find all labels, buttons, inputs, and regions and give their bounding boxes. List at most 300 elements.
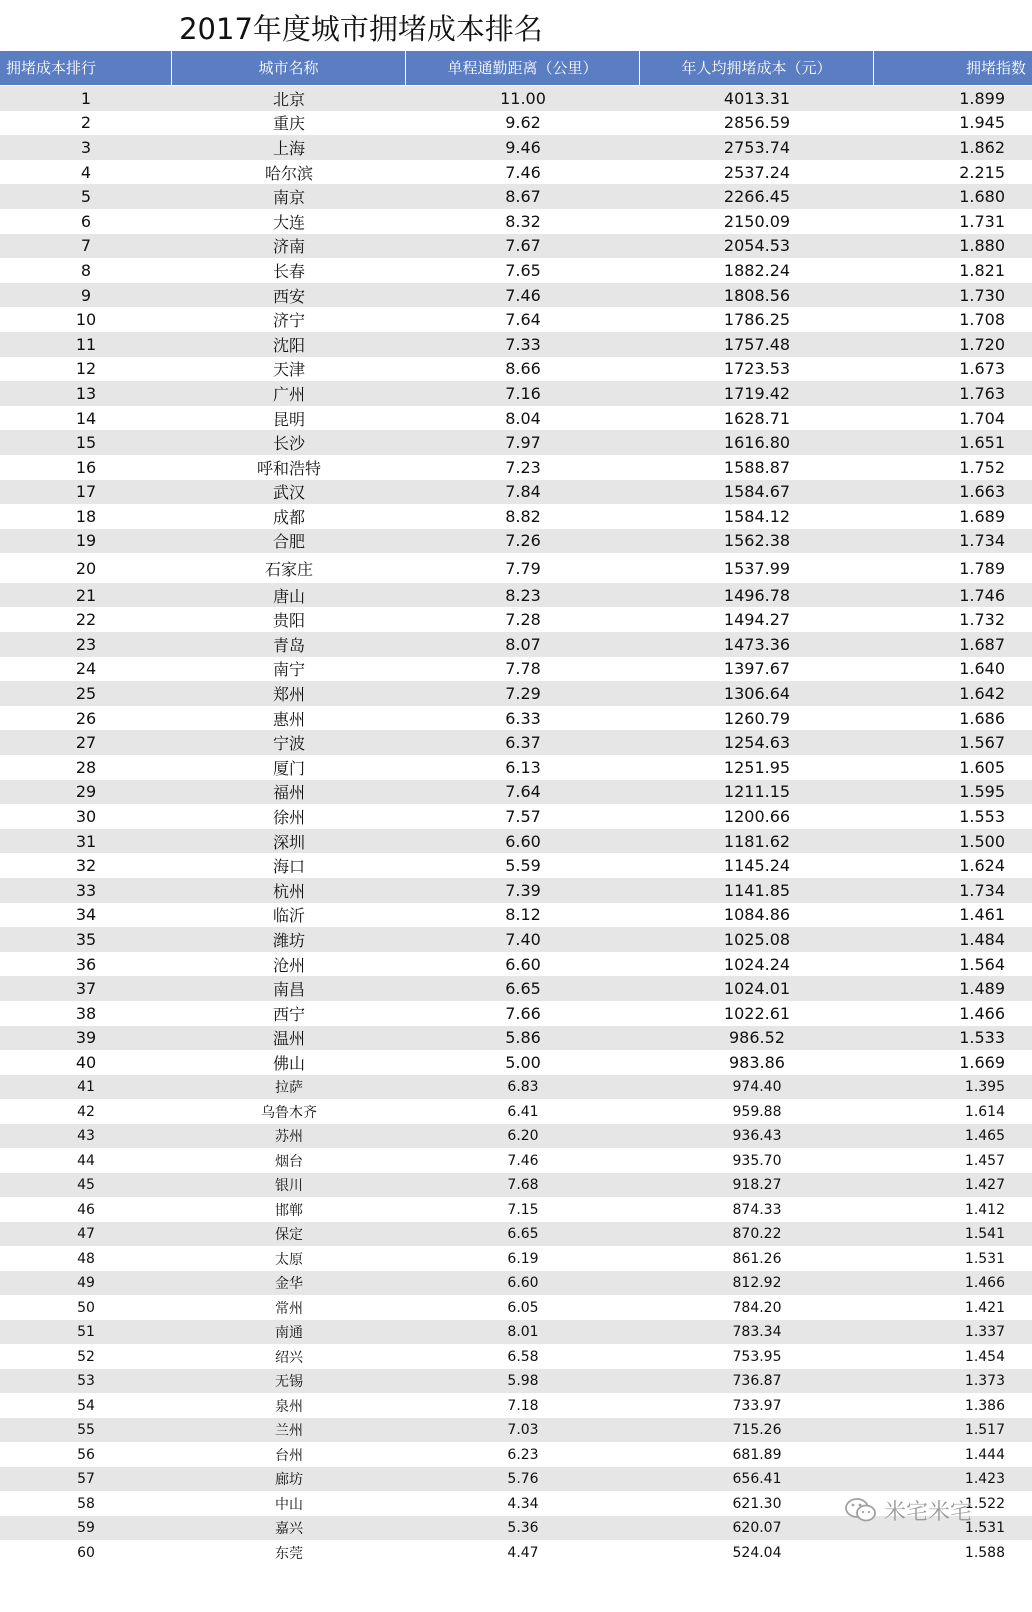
cell-cost: 1584.12	[723, 506, 791, 526]
cell-index: 1.466	[959, 1003, 1005, 1023]
cell-distance: 8.07	[505, 634, 541, 654]
cell-rank: 3	[80, 137, 92, 157]
cell-index: 1.541	[964, 1226, 1005, 1242]
cell-cost: 1786.25	[723, 310, 791, 330]
cell-rank: 51	[77, 1324, 95, 1340]
cell-index: 1.945	[959, 113, 1005, 133]
cell-cost: 681.89	[732, 1446, 782, 1463]
table-row	[0, 258, 1032, 283]
header-city: 城市名称	[172, 51, 406, 85]
cell-rank: 45	[77, 1177, 95, 1193]
cell-city: 温州	[272, 1029, 305, 1049]
cell-distance: 6.33	[505, 708, 541, 728]
cell-distance: 7.97	[505, 433, 541, 453]
cell-distance: 7.26	[505, 531, 541, 551]
table-row	[0, 357, 1032, 382]
table-row	[0, 455, 1032, 480]
cell-rank: 55	[77, 1422, 95, 1438]
cell-cost: 1306.64	[723, 684, 791, 704]
cell-rank: 58	[77, 1495, 95, 1512]
cell-distance: 7.66	[505, 1003, 541, 1023]
watermark-text: 米宅米宅	[884, 1499, 973, 1525]
cell-rank: 5	[80, 187, 92, 207]
cell-rank: 39	[75, 1028, 97, 1048]
cell-city: 长沙	[272, 434, 305, 454]
cell-distance: 5.59	[505, 856, 541, 876]
cell-index: 1.687	[959, 634, 1005, 654]
cell-city: 银川	[275, 1178, 303, 1194]
cell-distance: 7.64	[505, 310, 541, 330]
cell-distance: 7.39	[505, 880, 541, 900]
cell-distance: 7.28	[505, 610, 541, 630]
cell-index: 1.689	[959, 506, 1005, 526]
cell-city: 宁波	[272, 734, 305, 754]
table-row	[0, 529, 1032, 554]
cell-distance: 7.16	[505, 383, 541, 403]
table-row	[0, 976, 1032, 1001]
table-row	[0, 1442, 1032, 1467]
table-row	[0, 1393, 1032, 1418]
cell-rank: 32	[75, 856, 97, 876]
cell-cost: 1200.66	[723, 807, 791, 827]
cell-cost: 935.70	[732, 1152, 782, 1169]
cell-distance: 8.82	[505, 506, 541, 526]
cell-cost: 874.33	[732, 1201, 782, 1218]
cell-city: 南宁	[272, 660, 305, 680]
cell-cost: 1084.86	[723, 905, 791, 925]
cell-rank: 59	[77, 1520, 95, 1536]
table-row	[0, 632, 1032, 657]
cell-cost: 1024.01	[723, 979, 791, 999]
cell-distance: 8.32	[505, 211, 541, 231]
cell-city: 绍兴	[275, 1349, 303, 1366]
cell-city: 保定	[275, 1227, 303, 1243]
cell-cost: 1719.42	[723, 383, 791, 403]
cell-distance: 7.18	[507, 1397, 539, 1414]
cell-distance: 6.60	[505, 831, 541, 851]
cell-city: 佛山	[272, 1053, 305, 1073]
cell-distance: 9.62	[505, 113, 541, 133]
cell-cost: 1211.15	[723, 782, 791, 802]
cell-index: 1.466	[964, 1275, 1005, 1291]
cell-rank: 33	[75, 880, 97, 900]
cell-distance: 11.00	[500, 88, 546, 108]
cell-cost: 1141.85	[723, 880, 791, 900]
cell-cost: 1584.67	[723, 482, 791, 502]
cell-cost: 656.41	[732, 1471, 782, 1487]
cell-index: 1.531	[964, 1520, 1005, 1536]
cell-distance: 7.23	[505, 457, 541, 477]
cell-cost: 1254.63	[723, 733, 791, 753]
cell-cost: 1473.36	[723, 634, 791, 654]
cell-rank: 44	[77, 1152, 95, 1169]
cell-distance: 5.98	[507, 1373, 539, 1389]
cell-index: 1.640	[959, 659, 1005, 679]
cell-city: 武汉	[272, 483, 305, 503]
cell-city: 昆明	[272, 409, 305, 429]
cell-cost: 1616.80	[723, 433, 791, 453]
cell-index: 1.567	[959, 733, 1005, 753]
wechat-icon	[844, 1496, 878, 1524]
cell-distance: 4.47	[507, 1544, 539, 1561]
cell-city: 北京	[272, 89, 305, 109]
cell-rank: 15	[75, 433, 97, 453]
cell-index: 1.669	[959, 1052, 1005, 1072]
table-row	[0, 1320, 1032, 1345]
cell-distance: 6.41	[507, 1103, 539, 1120]
cell-city: 兰州	[275, 1423, 303, 1439]
table-row	[0, 1026, 1032, 1051]
cell-city: 合肥	[272, 532, 305, 552]
cell-rank: 43	[77, 1128, 95, 1144]
cell-city: 拉萨	[275, 1080, 303, 1096]
table-row	[0, 853, 1032, 878]
table-row	[0, 332, 1032, 357]
cell-cost: 812.92	[732, 1275, 782, 1291]
table-row	[0, 1075, 1032, 1100]
cell-cost: 1024.24	[723, 954, 791, 974]
cell-distance: 5.00	[505, 1052, 541, 1072]
cell-distance: 9.46	[505, 137, 541, 157]
cell-rank: 7	[80, 236, 92, 256]
cell-city: 杭州	[272, 881, 305, 901]
cell-index: 1.746	[959, 585, 1005, 605]
cell-city: 深圳	[272, 832, 305, 852]
cell-rank: 21	[75, 585, 97, 605]
cell-city: 潍坊	[272, 930, 305, 950]
cell-index: 1.412	[964, 1201, 1005, 1218]
cell-index: 1.605	[959, 757, 1005, 777]
cell-cost: 1562.38	[723, 531, 791, 551]
cell-index: 1.427	[964, 1177, 1005, 1193]
cell-cost: 736.87	[732, 1373, 782, 1389]
table-row	[0, 681, 1032, 706]
cell-distance: 6.60	[507, 1275, 539, 1291]
cell-city: 天津	[272, 360, 305, 380]
cell-cost: 1588.87	[723, 457, 791, 477]
table-row	[0, 903, 1032, 928]
cell-cost: 1808.56	[723, 285, 791, 305]
cell-distance: 6.23	[507, 1446, 539, 1463]
table-row	[0, 607, 1032, 632]
cell-index: 1.730	[959, 285, 1005, 305]
cell-cost: 2266.45	[723, 187, 791, 207]
cell-index: 1.673	[959, 359, 1005, 379]
cell-city: 南京	[272, 188, 305, 208]
cell-city: 中山	[275, 1496, 303, 1513]
cell-rank: 34	[75, 905, 97, 925]
cell-cost: 983.86	[729, 1052, 785, 1072]
page-title-text: 2017年度城市拥堵成本排名	[179, 11, 543, 46]
cell-distance: 4.34	[507, 1495, 539, 1512]
cell-rank: 17	[75, 482, 97, 502]
cell-city: 常州	[275, 1300, 303, 1317]
cell-index: 1.444	[964, 1446, 1005, 1463]
cell-rank: 47	[77, 1226, 95, 1242]
cell-city: 太原	[275, 1251, 303, 1268]
cell-city: 石家庄	[264, 559, 313, 579]
cell-city: 厦门	[272, 758, 305, 778]
table-row	[0, 1271, 1032, 1296]
cell-cost: 2753.74	[723, 137, 791, 157]
cell-cost: 1494.27	[723, 610, 791, 630]
cell-cost: 524.04	[732, 1544, 782, 1561]
cell-distance: 8.12	[505, 905, 541, 925]
table-row	[0, 878, 1032, 903]
cell-rank: 52	[77, 1348, 95, 1365]
cell-city: 廊坊	[275, 1472, 303, 1488]
cell-cost: 1757.48	[723, 334, 791, 354]
cell-index: 2.215	[959, 162, 1005, 182]
cell-rank: 25	[75, 684, 97, 704]
cell-rank: 4	[80, 162, 92, 182]
table-row	[0, 160, 1032, 185]
cell-rank: 35	[75, 929, 97, 949]
cell-index: 1.624	[959, 856, 1005, 876]
cell-cost: 1882.24	[723, 260, 791, 280]
table-row	[0, 1197, 1032, 1222]
cell-city: 福州	[272, 783, 305, 803]
cell-rank: 42	[77, 1103, 95, 1120]
cell-city: 济南	[272, 237, 305, 257]
cell-rank: 50	[77, 1299, 95, 1316]
cell-distance: 7.65	[505, 260, 541, 280]
cell-index: 1.484	[959, 929, 1005, 949]
table-row	[0, 406, 1032, 431]
cell-distance: 6.65	[505, 979, 541, 999]
cell-index: 1.789	[959, 558, 1005, 578]
table-row	[0, 1295, 1032, 1320]
table-row	[0, 1369, 1032, 1394]
cell-index: 1.821	[959, 260, 1005, 280]
cell-city: 重庆	[272, 114, 305, 134]
cell-distance: 5.76	[507, 1471, 539, 1487]
cell-distance: 8.66	[505, 359, 541, 379]
cell-rank: 38	[75, 1003, 97, 1023]
cell-index: 1.899	[959, 88, 1005, 108]
cell-index: 1.489	[959, 979, 1005, 999]
cell-cost: 918.27	[732, 1177, 782, 1193]
cell-rank: 48	[77, 1250, 95, 1267]
table-row	[0, 553, 1032, 583]
cell-city: 成都	[272, 507, 305, 527]
cell-rank: 24	[75, 659, 97, 679]
table-row	[0, 780, 1032, 805]
cell-distance: 7.64	[505, 782, 541, 802]
cell-rank: 28	[75, 757, 97, 777]
cell-rank: 37	[75, 979, 97, 999]
cell-cost: 2856.59	[723, 113, 791, 133]
cell-cost: 1260.79	[723, 708, 791, 728]
table-body	[0, 86, 1032, 1565]
cell-distance: 8.23	[505, 585, 541, 605]
cell-index: 1.500	[959, 831, 1005, 851]
table-row	[0, 283, 1032, 308]
cell-cost: 1397.67	[723, 659, 791, 679]
table-row	[0, 927, 1032, 952]
cell-cost: 870.22	[732, 1226, 782, 1242]
cell-distance: 7.46	[505, 285, 541, 305]
cell-distance: 7.03	[507, 1422, 539, 1438]
cell-rank: 19	[75, 531, 97, 551]
cell-city: 沈阳	[272, 335, 305, 355]
cell-rank: 56	[77, 1446, 95, 1463]
cell-rank: 27	[75, 733, 97, 753]
cell-cost: 2150.09	[723, 211, 791, 231]
cell-index: 1.465	[964, 1128, 1005, 1144]
cell-index: 1.588	[964, 1544, 1005, 1561]
cell-rank: 46	[77, 1201, 95, 1218]
cell-cost: 733.97	[732, 1397, 782, 1414]
cell-cost: 783.34	[732, 1324, 782, 1340]
cell-cost: 4013.31	[723, 88, 791, 108]
cell-distance: 7.68	[507, 1177, 539, 1193]
table-row	[0, 804, 1032, 829]
cell-distance: 6.13	[505, 757, 541, 777]
cell-city: 嘉兴	[275, 1521, 303, 1537]
cell-city: 长春	[272, 261, 305, 281]
cell-city: 上海	[272, 138, 305, 158]
cell-index: 1.651	[959, 433, 1005, 453]
cell-distance: 7.78	[505, 659, 541, 679]
cell-index: 1.421	[964, 1299, 1005, 1316]
cell-index: 1.457	[964, 1152, 1005, 1169]
cell-city: 贵阳	[272, 611, 305, 631]
cell-index: 1.862	[959, 137, 1005, 157]
cell-distance: 7.29	[505, 684, 541, 704]
header-index: 拥堵指数	[965, 59, 1026, 77]
cell-city: 广州	[272, 384, 305, 404]
table-row	[0, 111, 1032, 136]
cell-index: 1.680	[959, 187, 1005, 207]
table-row	[0, 1467, 1032, 1492]
cell-city: 唐山	[272, 586, 305, 606]
cell-distance: 7.57	[505, 807, 541, 827]
page-title	[0, 6, 1032, 48]
cell-city: 东莞	[275, 1545, 303, 1562]
cell-index: 1.531	[964, 1250, 1005, 1267]
cell-cost: 1723.53	[723, 359, 791, 379]
cell-distance: 7.84	[505, 482, 541, 502]
table-row	[0, 209, 1032, 234]
cell-cost: 621.30	[732, 1495, 782, 1512]
cell-distance: 5.86	[505, 1028, 541, 1048]
cell-city: 青岛	[272, 635, 305, 655]
cell-index: 1.454	[964, 1348, 1005, 1365]
cell-city: 南昌	[272, 980, 305, 1000]
cell-rank: 22	[75, 610, 97, 630]
cell-rank: 26	[75, 708, 97, 728]
cell-rank: 10	[75, 310, 97, 330]
cell-cost: 1628.71	[723, 408, 791, 428]
cell-city: 泉州	[275, 1398, 303, 1415]
cell-city: 临沂	[272, 906, 305, 926]
cell-cost: 1025.08	[723, 929, 791, 949]
table-row	[0, 1099, 1032, 1124]
cell-rank: 36	[75, 954, 97, 974]
header-distance: 单程通勤距离（公里）	[406, 51, 640, 85]
cell-index: 1.461	[959, 905, 1005, 925]
cell-city: 惠州	[272, 709, 305, 729]
cell-index: 1.373	[964, 1373, 1005, 1389]
cell-rank: 53	[77, 1373, 95, 1389]
cell-cost: 784.20	[732, 1299, 782, 1316]
table-row	[0, 829, 1032, 854]
header-rank: 拥堵成本排行	[0, 51, 172, 85]
cell-rank: 49	[77, 1275, 95, 1291]
cell-index: 1.708	[959, 310, 1005, 330]
cell-city: 乌鲁木齐	[261, 1104, 317, 1121]
table-row	[0, 730, 1032, 755]
cell-index: 1.423	[964, 1471, 1005, 1487]
table-row	[0, 381, 1032, 406]
cell-city: 西安	[272, 286, 305, 306]
cell-rank: 57	[77, 1471, 95, 1487]
table-row	[0, 583, 1032, 608]
cell-distance: 8.67	[505, 187, 541, 207]
cell-city: 南通	[275, 1325, 303, 1341]
cell-distance: 8.04	[505, 408, 541, 428]
cell-distance: 7.46	[505, 162, 541, 182]
cell-rank: 18	[75, 506, 97, 526]
table-row	[0, 234, 1032, 259]
cell-rank: 2	[80, 113, 92, 133]
cell-cost: 986.52	[729, 1028, 785, 1048]
cell-distance: 7.40	[505, 929, 541, 949]
table-row	[0, 307, 1032, 332]
cell-cost: 715.26	[732, 1422, 782, 1438]
cell-index: 1.614	[964, 1103, 1005, 1120]
cell-distance: 7.79	[505, 558, 541, 578]
cell-index: 1.752	[959, 457, 1005, 477]
cell-cost: 620.07	[732, 1520, 782, 1536]
cell-distance: 7.46	[507, 1152, 539, 1169]
table-row	[0, 1344, 1032, 1369]
cell-cost: 1537.99	[723, 558, 791, 578]
cell-city: 金华	[275, 1276, 303, 1292]
cell-city: 大连	[272, 212, 305, 232]
cell-rank: 23	[75, 634, 97, 654]
cell-distance: 7.33	[505, 334, 541, 354]
cell-distance: 6.58	[507, 1348, 539, 1365]
cell-rank: 16	[75, 457, 97, 477]
cell-rank: 9	[80, 285, 92, 305]
table-row	[0, 706, 1032, 731]
table-row	[0, 480, 1032, 505]
cell-rank: 6	[80, 211, 92, 231]
cell-cost: 1496.78	[723, 585, 791, 605]
cell-rank: 54	[77, 1397, 95, 1414]
table-row	[0, 430, 1032, 455]
cell-city: 呼和浩特	[256, 458, 321, 478]
cell-cost: 974.40	[732, 1079, 782, 1095]
cell-index: 1.663	[959, 482, 1005, 502]
table-row	[0, 1001, 1032, 1026]
table-row	[0, 504, 1032, 529]
cell-cost: 959.88	[732, 1103, 782, 1120]
cell-cost: 2054.53	[723, 236, 791, 256]
cell-index: 1.732	[959, 610, 1005, 630]
cell-index: 1.704	[959, 408, 1005, 428]
cell-rank: 8	[80, 260, 92, 280]
cell-rank: 60	[77, 1544, 95, 1561]
table-row	[0, 1222, 1032, 1247]
cell-index: 1.595	[959, 782, 1005, 802]
cell-cost: 1181.62	[723, 831, 791, 851]
cell-rank: 29	[75, 782, 97, 802]
header-cost: 年人均拥堵成本（元）	[640, 51, 874, 85]
cell-city: 台州	[275, 1447, 303, 1464]
